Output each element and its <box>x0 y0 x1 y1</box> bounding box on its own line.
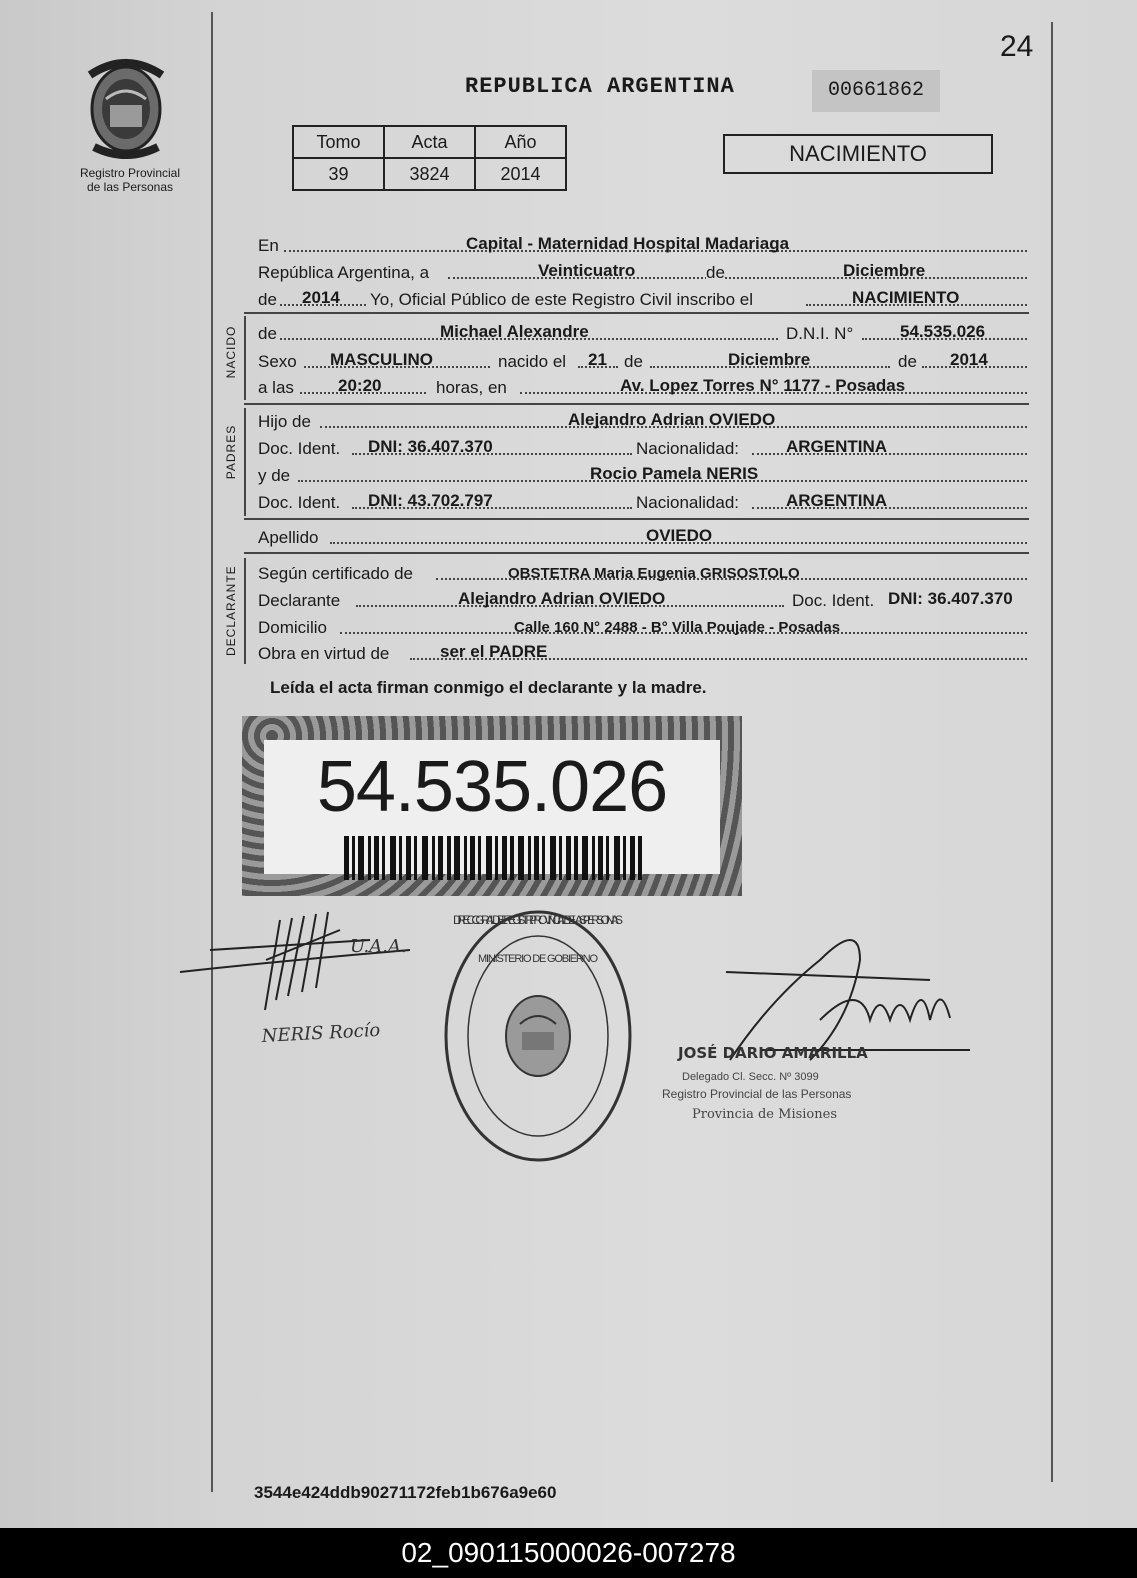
row-cert <box>258 560 1027 584</box>
header-tomo: Tomo <box>293 126 384 158</box>
value-declarante-doc: DNI: 36.407.370 <box>888 589 1013 608</box>
left-signature-name: NERIS Rocío <box>261 1019 381 1047</box>
section-label-padres: PADRES <box>224 424 238 480</box>
label-de-name: de <box>258 324 277 343</box>
label-doc-father: Doc. Ident. <box>258 439 341 458</box>
label-dni: D.N.I. N° <box>786 324 854 343</box>
value-father-doc: DNI: 36.407.370 <box>368 437 493 456</box>
right-signature <box>726 940 970 1060</box>
row-mother-doc <box>258 489 1027 513</box>
official-registry: Registro Provincial de las Personas <box>662 1087 852 1101</box>
margin-rule-right <box>1051 22 1053 1482</box>
barcode-label <box>264 740 720 874</box>
label-alas: a las <box>258 378 294 397</box>
label-doc-mother: Doc. Ident. <box>258 493 341 512</box>
margin-rule-left <box>211 12 213 1492</box>
closing-statement: Leída el acta firman conmigo el declarante y la madre. <box>270 678 707 697</box>
label-oficial: Yo, Oficial Público de este Registro Civil inscribo el <box>370 290 753 309</box>
label-de-birth: de <box>624 352 643 371</box>
row-obra <box>258 640 1027 664</box>
record-table <box>292 125 567 191</box>
value-month: Diciembre <box>843 261 926 280</box>
official-name: JOSÉ DARIO AMARILLA <box>678 1044 868 1062</box>
row-time-place <box>258 374 1027 398</box>
official-province: Provincia de Misiones <box>692 1107 837 1122</box>
stamp-ring-text: DIRECC. GRAL. DEL REGISTR. PROVINCIAL DE LAS PERSONAS <box>453 913 623 927</box>
value-name: Michael Alexandre <box>440 322 589 341</box>
row-sex-birth <box>258 348 1027 372</box>
value-mother: Rocio Pamela NERIS <box>590 464 759 483</box>
footer-id: 02_090115000026-007278 <box>0 1528 1137 1578</box>
label-nacido: nacido el <box>498 352 567 371</box>
value-day: Veinticuatro <box>538 261 636 280</box>
label-en: En <box>258 236 279 255</box>
section-divider <box>244 552 1029 554</box>
label-de2: de <box>258 290 277 309</box>
section-label-declarante: DECLARANTE <box>224 565 238 656</box>
row-act <box>258 286 1027 310</box>
value-birth-year: 2014 <box>950 350 988 369</box>
value-apellido: OVIEDO <box>646 526 713 545</box>
label-horas: horas, en <box>436 378 507 397</box>
value-father: Alejandro Adrian OVIEDO <box>568 410 776 429</box>
value-mother-nat: ARGENTINA <box>786 491 888 510</box>
value-birth-address: Av. Lopez Torres N° 1177 - Posadas <box>620 376 906 395</box>
serial-number: 00661862 <box>812 70 940 112</box>
label-sexo: Sexo <box>258 352 297 371</box>
value-domicilio: Calle 160 N° 2488 - B° Villa Poujade - Posadas <box>514 619 841 636</box>
section-bar-padres <box>244 408 246 516</box>
row-date <box>258 259 1027 283</box>
label-yde: y de <box>258 466 291 485</box>
value-place: Capital - Maternidad Hospital Madariaga <box>466 234 790 253</box>
value-time: 20:20 <box>338 376 382 395</box>
value-cert: OBSTETRA Maria Eugenia GRISOSTOLO <box>508 565 800 582</box>
value-tomo: 39 <box>293 158 384 190</box>
label-de: de <box>706 263 725 282</box>
label-cert: Según certificado de <box>258 564 413 583</box>
row-mother <box>258 462 1027 486</box>
label-domicilio: Domicilio <box>258 618 327 637</box>
label-nac-father: Nacionalidad: <box>636 439 740 458</box>
value-obra: ser el PADRE <box>440 642 548 661</box>
value-birth-day: 21 <box>588 350 607 369</box>
row-apellido <box>258 524 1027 548</box>
label-apellido: Apellido <box>258 528 319 547</box>
record-type-box: NACIMIENTO <box>723 134 993 174</box>
stamp-inner-text: MINISTERIO DE GOBIERNO <box>478 953 598 965</box>
signature-area <box>170 900 990 1170</box>
value-birth-month: Diciembre <box>728 350 811 369</box>
province-emblem-logo <box>80 55 172 163</box>
row-place <box>258 232 1027 256</box>
value-mother-doc: DNI: 43.702.797 <box>368 491 493 510</box>
label-doc-declarante: Doc. Ident. <box>792 591 875 610</box>
section-label-nacido: NACIDO <box>224 325 238 379</box>
page-number: 24 <box>1000 30 1034 63</box>
value-ano: 2014 <box>475 158 566 190</box>
barcode-sticker <box>242 716 742 896</box>
registry-label: Registro Provincial de las Personas <box>79 166 181 194</box>
row-domicilio <box>258 614 1027 638</box>
left-initials: U.A.A. <box>350 936 407 957</box>
section-divider <box>244 312 1029 314</box>
value-dni: 54.535.026 <box>900 322 986 341</box>
row-father <box>258 408 1027 432</box>
label-hijo: Hijo de <box>258 412 311 431</box>
official-stamp <box>446 912 630 1160</box>
left-signature <box>180 912 410 1010</box>
section-divider <box>244 518 1029 520</box>
label-de-year: de <box>898 352 917 371</box>
value-declarante: Alejandro Adrian OVIEDO <box>458 589 666 608</box>
value-year: 2014 <box>302 288 340 307</box>
dotted-line <box>448 277 1027 279</box>
section-divider <box>244 403 1029 405</box>
header-acta: Acta <box>384 126 475 158</box>
official-title: Delegado Cl. Secc. Nº 3099 <box>682 1071 819 1083</box>
section-bar-declarante <box>244 558 246 664</box>
value-acta: 3824 <box>384 158 475 190</box>
value-father-nat: ARGENTINA <box>786 437 888 456</box>
row-declarante <box>258 587 1027 611</box>
label-nac-mother: Nacionalidad: <box>636 493 740 512</box>
label-republica: República Argentina, a <box>258 263 430 282</box>
document-hash: 3544e424ddb90271172feb1b676a9e60 <box>254 1483 557 1502</box>
barcode <box>344 836 644 880</box>
row-father-doc <box>258 435 1027 459</box>
row-name <box>258 320 1027 344</box>
section-bar-nacido <box>244 316 246 400</box>
barcode-number: 54.535.026 <box>316 747 668 827</box>
label-obra: Obra en virtud de <box>258 644 390 663</box>
value-sexo: MASCULINO <box>330 350 433 369</box>
label-declarante: Declarante <box>258 591 341 610</box>
value-act: NACIMIENTO <box>852 288 960 307</box>
country-title: REPUBLICA ARGENTINA <box>465 74 735 99</box>
header-ano: Año <box>475 126 566 158</box>
